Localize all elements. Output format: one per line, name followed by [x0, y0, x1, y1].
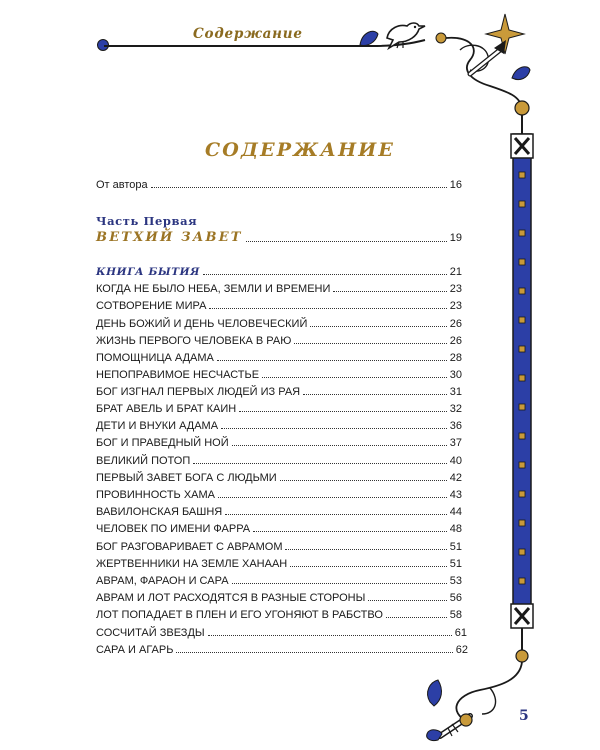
- toc-entry[interactable]: БОГ И ПРАВЕДНЫЙ НОЙ 37: [96, 437, 462, 449]
- toc-entry[interactable]: ЧЕЛОВЕК ПО ИМЕНИ ФАРРА 48: [96, 523, 462, 535]
- toc-entry[interactable]: БОГ РАЗГОВАРИВАЕТ С АВРАМОМ 51: [96, 541, 462, 553]
- toc-entry[interactable]: НЕПОПРАВИМОЕ НЕСЧАСТЬЕ 30: [96, 369, 462, 381]
- toc-entry[interactable]: ЖИЗНЬ ПЕРВОГО ЧЕЛОВЕКА В РАЮ 26: [96, 335, 462, 347]
- toc-entry[interactable]: ДЕТИ И ВНУКИ АДАМА 36: [96, 420, 462, 432]
- toc-entry[interactable]: САРА И АГАРЬ 62: [96, 644, 468, 656]
- toc-entry[interactable]: ЛОТ ПОПАДАЕТ В ПЛЕН И ЕГО УГОНЯЮТ В РАБСТВО 58: [96, 609, 462, 621]
- toc-entry[interactable]: СОТВОРЕНИЕ МИРА 23: [96, 300, 462, 312]
- toc-entry[interactable]: От автора 16: [96, 179, 462, 191]
- toc-entry[interactable]: БРАТ АВЕЛЬ И БРАТ КАИН 32: [96, 403, 462, 415]
- toc-entry[interactable]: АВРАМ, ФАРАОН И САРА 53: [96, 575, 462, 587]
- toc-entry[interactable]: ПОМОЩНИЦА АДАМА 28: [96, 352, 462, 364]
- toc-entry[interactable]: ВАВИЛОНСКАЯ БАШНЯ 44: [96, 506, 462, 518]
- toc-entry[interactable]: БОГ ИЗГНАЛ ПЕРВЫХ ЛЮДЕЙ ИЗ РАЯ 31: [96, 386, 462, 398]
- toc-entry[interactable]: ДЕНЬ БОЖИЙ И ДЕНЬ ЧЕЛОВЕЧЕСКИЙ 26: [96, 318, 462, 330]
- page-title: СОДЕРЖАНИЕ: [204, 139, 396, 161]
- toc-entry[interactable]: ПРОВИННОСТЬ ХАМА 43: [96, 489, 462, 501]
- toc-entry[interactable]: ЖЕРТВЕННИКИ НА ЗЕМЛЕ ХАНААН 51: [96, 558, 462, 570]
- running-title: Содержание: [193, 26, 303, 42]
- toc-entry[interactable]: ПЕРВЫЙ ЗАВЕТ БОГА С ЛЮДЬМИ 42: [96, 472, 462, 484]
- toc-entry[interactable]: АВРАМ И ЛОТ РАСХОДЯТСЯ В РАЗНЫЕ СТОРОНЫ 56: [96, 592, 462, 604]
- toc-book-entry[interactable]: КНИГА БЫТИЯ 21: [96, 266, 462, 278]
- page-number: 5: [519, 708, 529, 724]
- toc-entry[interactable]: СОСЧИТАЙ ЗВЕЗДЫ 61: [96, 627, 467, 639]
- toc-entry[interactable]: ВЕЛИКИЙ ПОТОП 40: [96, 455, 462, 467]
- toc-entry[interactable]: КОГДА НЕ БЫЛО НЕБА, ЗЕМЛИ И ВРЕМЕНИ 23: [96, 283, 462, 295]
- part-label: Часть Первая: [96, 214, 198, 228]
- toc-section-entry[interactable]: ВЕТХИЙ ЗАВЕТ 19: [96, 230, 462, 245]
